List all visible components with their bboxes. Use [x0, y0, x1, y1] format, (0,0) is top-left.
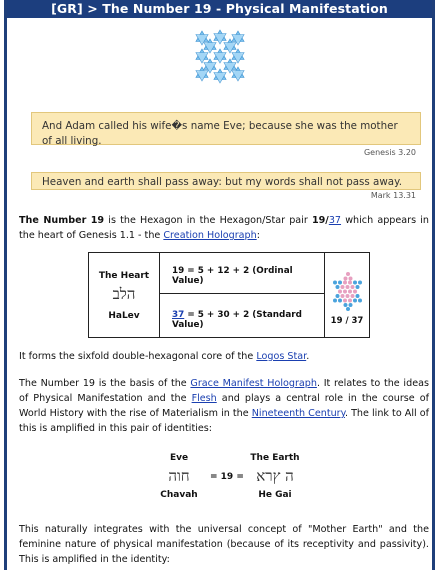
identity-earth-label: The Earth [250, 453, 300, 463]
link-37[interactable]: 37 [328, 215, 342, 226]
identity-equals-19: = 19 = [210, 472, 244, 482]
page [4, 0, 435, 570]
ordinal-equation: 19 = 5 + 12 + 2 (Ordinal Value) [172, 266, 293, 286]
page-title: [GR] > The Number 19 - Physical Manifestation [7, 0, 432, 18]
identity-eve-label: Eve [169, 453, 189, 463]
star-of-david-cluster-icon [190, 28, 250, 88]
logos-end: . [306, 351, 310, 362]
link-37-table[interactable]: 37 [172, 310, 185, 320]
star-cell [325, 253, 369, 337]
intro-pair: 19/ [311, 215, 329, 226]
grace-paragraph [19, 376, 429, 436]
standard-equation [172, 310, 324, 330]
heart-title: The Heart [98, 271, 150, 281]
hexagram-dots-icon [331, 269, 365, 311]
logos-text: It forms the sixfold double-hexagonal core of the [19, 351, 257, 362]
link-flesh[interactable]: Flesh [191, 393, 217, 404]
link-nineteenth-century[interactable]: Nineteenth Century [251, 408, 345, 419]
heart-cell [89, 253, 160, 337]
quote-mark: Heaven and earth shall pass away: but my words shall not pass away. [31, 172, 421, 190]
identity-chavah-label: Chavah [160, 490, 198, 500]
identity-eve-hebrew: חוה [168, 467, 190, 485]
intro-lead: The Number 19 [19, 215, 105, 226]
standard-value-cell [160, 294, 325, 337]
heart-hebrew: הלב [112, 285, 136, 303]
quote-genesis: And Adam called his wife�s name Eve; because she was the mother of all living. [31, 112, 421, 145]
identity-earth-hebrew: ה ץרא [256, 467, 294, 485]
quote-reference-genesis: Genesis 3.20 [363, 148, 416, 157]
grace-text-2: . It relates to the ideas of Physical Manifestation and the [19, 378, 429, 404]
heart-table [88, 252, 370, 338]
link-grace-manifest-holograph[interactable]: Grace Manifest Holograph [190, 378, 317, 389]
ordinal-value-cell [160, 253, 325, 294]
grace-text-3: and plays a central role in the course of World History with the rise of Materialism in the [19, 393, 430, 419]
link-creation-holograph[interactable]: Creation Holograph [163, 230, 257, 241]
identity-hegai-label: He Gai [258, 490, 292, 500]
intro-text-2: which appears in the heart of Genesis 1.1 - the [19, 215, 430, 241]
intro-text-3: : [256, 230, 260, 241]
mother-earth-paragraph: This naturally integrates with the universal concept of "Mother Earth" and the feminine nature of physical manifestation (because of its receptivity and passivity). This is amplified in the identity: [19, 524, 429, 565]
standard-equation-rest: = 5 + 30 + 2 (Standard Value) [172, 310, 302, 330]
link-logos-star[interactable]: Logos Star [256, 351, 307, 362]
logos-paragraph [19, 349, 429, 364]
intro-paragraph [19, 213, 429, 243]
intro-text-1: is the Hexagon in the Hexagon/Star pair [104, 215, 312, 226]
grace-text-4: . The link to All of this is amplified in this pair of identities: [19, 408, 430, 434]
quote-reference-mark: Mark 13.31 [370, 191, 416, 200]
grace-text-1: The Number 19 is the basis of the [19, 378, 191, 389]
heart-translit: HaLev [108, 311, 140, 321]
fraction-19-37: 19 / 37 [330, 316, 364, 326]
